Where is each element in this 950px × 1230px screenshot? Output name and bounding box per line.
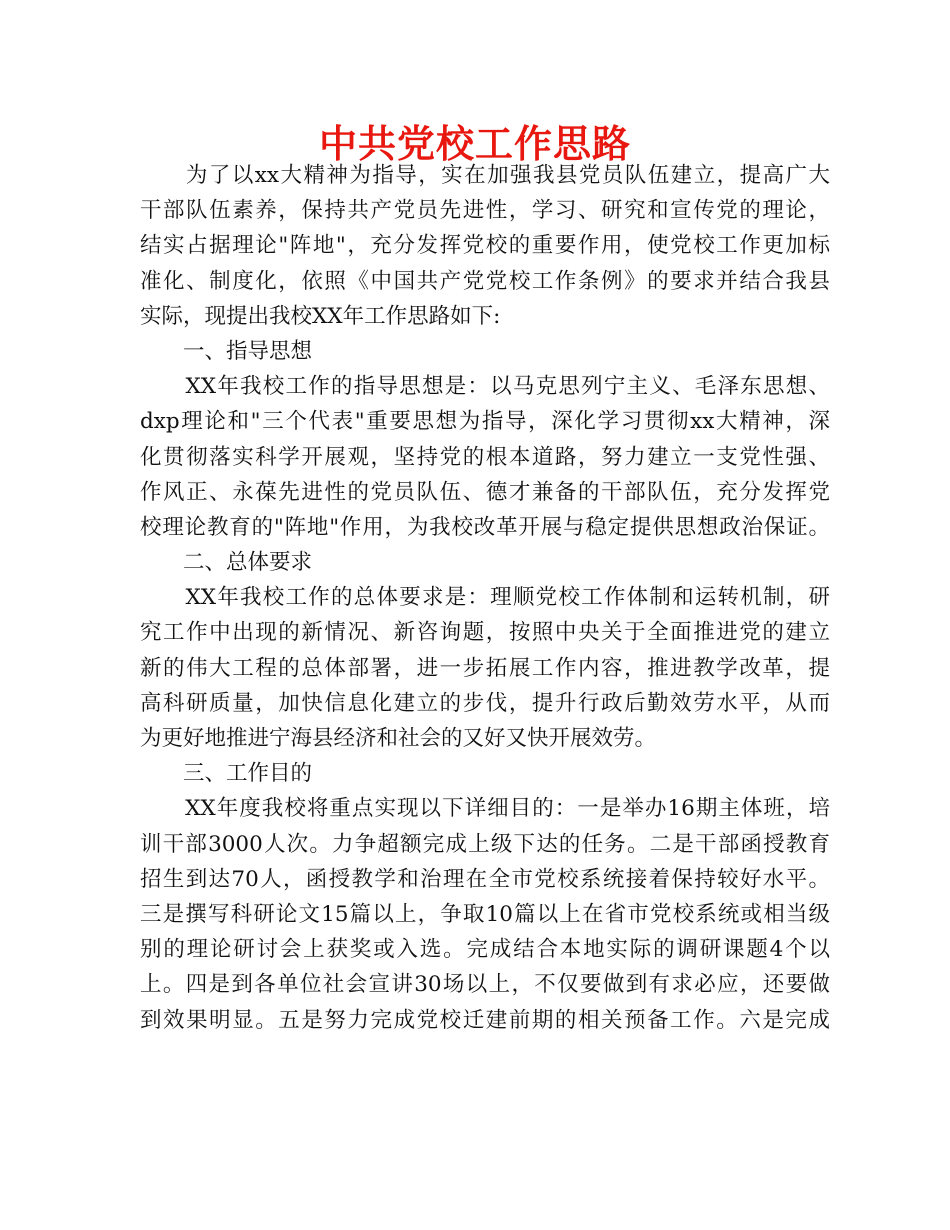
body-line: 究工作中出现的新情况、新咨询题，按照中央关于全面推进党的建立: [140, 620, 830, 646]
body-line: 化贯彻落实科学开展观，坚持党的根本道路，努力建立一支党性强、: [140, 444, 830, 470]
body-line: 别的理论研讨会上获奖或入选。完成结合本地实际的调研课题4个以: [140, 937, 830, 963]
body-line: XX年度我校将重点实现以下详细目的：一是举办16期主体班，培: [140, 796, 830, 822]
body-line: 训干部3000人次。力争超额完成上级下达的任务。二是干部函授教育: [140, 831, 830, 857]
body-line: 新的伟大工程的总体部署，进一步拓展工作内容，推进教学改革，提: [140, 655, 830, 681]
document-body: [140, 158, 830, 1038]
body-line: 校理论教育的"阵地"作用，为我校改革开展与稳定提供思想政治保证。: [140, 514, 830, 540]
body-line: 高科研质量，加快信息化建立的步伐，提升行政后勤效劳水平，从而: [140, 690, 830, 716]
body-line: 招生到达70人，函授教学和治理在全市党校系统接着保持较好水平。: [140, 866, 830, 892]
body-line: 作风正、永葆先进性的党员队伍、德才兼备的干部队伍，充分发挥党: [140, 479, 830, 505]
body-line: 三、工作目的: [140, 761, 313, 787]
body-line: 到效果明显。五是努力完成党校迁建前期的相关预备工作。六是完成: [140, 1007, 830, 1033]
body-line: XX年我校工作的总体要求是：理顺党校工作体制和运转机制，研: [140, 585, 830, 611]
body-line: 为更好地推进宁海县经济和社会的又好又快开展效劳。: [140, 726, 657, 751]
body-line: 结实占据理论"阵地"，充分发挥党校的重要作用，使党校工作更加标: [140, 233, 830, 259]
body-line: 三是撰写科研论文15篇以上，争取10篇以上在省市党校系统或相当级: [140, 901, 830, 927]
body-line: 一、指导思想: [140, 338, 313, 364]
body-line: 上。四是到各单位社会宣讲30场以上，不仅要做到有求必应，还要做: [140, 972, 830, 998]
body-line: 二、总体要求: [140, 550, 313, 576]
body-line: 准化、制度化，依照《中国共产党党校工作条例》的要求并结合我县: [140, 268, 830, 294]
body-line: 为了以xx大精神为指导，实在加强我县党员队伍建立，提高广大: [140, 163, 830, 188]
body-line: 干部队伍素养，保持共产党员先进性，学习、研究和宣传党的理论，: [140, 198, 830, 224]
document-title: 中共党校工作思路: [318, 122, 631, 166]
body-line: dxp理论和"三个代表"重要思想为指导，深化学习贯彻xx大精神，深: [140, 409, 830, 435]
body-line: XX年我校工作的指导思想是：以马克思列宁主义、毛泽东思想、: [140, 374, 830, 400]
body-line: 实际，现提出我校XX年工作思路如下:: [140, 303, 501, 329]
